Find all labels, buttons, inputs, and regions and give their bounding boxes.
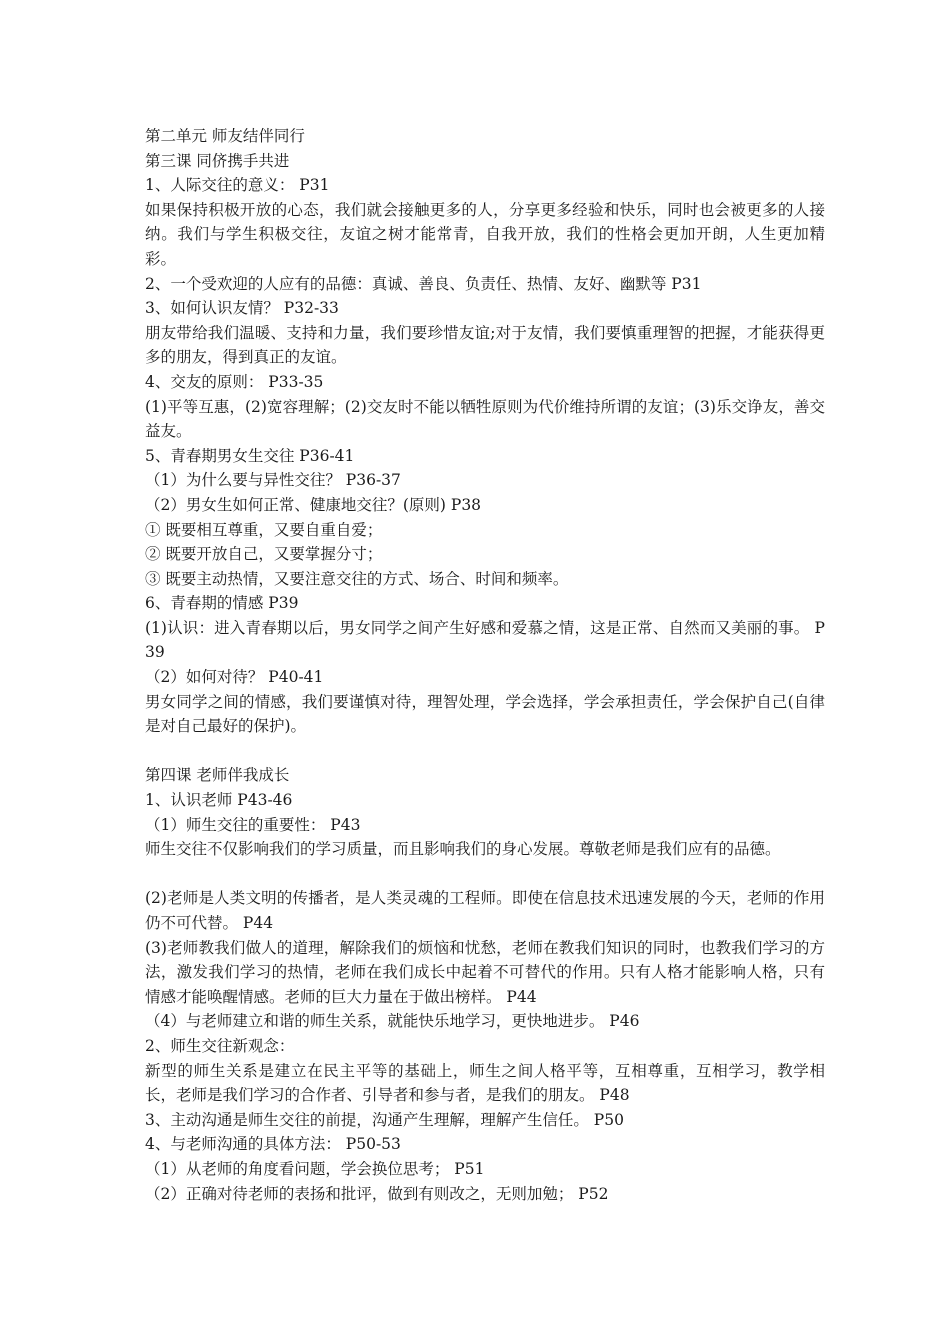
paragraph: 新型的师生关系是建立在民主平等的基础上，师生之间人格平等，互相尊重，互相学习，教学相长，老师是我们学习的合作者、引导者和参与者，是我们的朋友。 P48 <box>145 1061 825 1105</box>
text-line: 第三课 同侪携手共进 <box>145 151 290 170</box>
text-line: （4）与老师建立和谐的师生关系，就能快乐地学习，更快地进步。 P46 <box>145 1012 640 1031</box>
text-line: ② 既要开放自己，又要掌握分寸； <box>145 545 383 564</box>
text-line: （2）如何对待？ P40-41 <box>145 668 324 687</box>
paragraph: (1)认识：进入青春期以后，男女同学之间产生好感和爱慕之情，这是正常、自然而又美丽的事。 P39 <box>145 618 825 662</box>
paragraph: (3)老师教我们做人的道理，解除我们的烦恼和忧愁，老师在教我们知识的同时，也教我们学习的方法，激发我们学习的热情，老师在我们成长中起着不可替代的作用。只有人格才能影响人格，只有情感才能唤醒情感。老师的巨大力量在于做出榜样。 P44 <box>145 938 825 1006</box>
text-line: ① 既要相互尊重，又要自重自爱； <box>145 520 383 539</box>
text-line: 6、青春期的情感 P39 <box>145 594 299 613</box>
text-line: 5、青春期男女生交往 P36-41 <box>145 446 355 465</box>
text-line: 1、人际交往的意义： P31 <box>145 176 330 195</box>
paragraph: (1)平等互惠，(2)宽容理解；(2)交友时不能以牺牲原则为代价维持所谓的友谊；(3)乐交诤友，善交益友。 <box>145 397 825 441</box>
paragraph: (2)老师是人类文明的传播者，是人类灵魂的工程师。即使在信息技术迅速发展的今天，老师的作用仍不可代替。 P44 <box>145 889 825 932</box>
text-line: 1、认识老师 P43-46 <box>145 791 293 810</box>
paragraph: 朋友带给我们温暖、支持和力量，我们要珍惜友谊;对于友情，我们要慎重理智的把握，才能获得更多的朋友，得到真正的友谊。 <box>145 323 825 367</box>
text-line: 3、主动沟通是师生交往的前提，沟通产生理解，理解产生信任。 P50 <box>145 1110 624 1129</box>
text-line: ③ 既要主动热情，又要注意交往的方式、场合、时间和频率。 <box>145 569 569 588</box>
text-line: 第四课 老师伴我成长 <box>145 766 290 785</box>
text-line: （1）师生交往的重要性： P43 <box>145 815 361 834</box>
text-line: 2、一个受欢迎的人应有的品德：真诚、善良、负责任、热情、友好、幽默等 P31 <box>145 274 702 293</box>
blank-line <box>145 739 825 764</box>
text-line: 第二单元 师友结伴同行 <box>145 127 305 145</box>
blank-line <box>145 862 825 887</box>
text-line: （2）正确对待老师的表扬和批评，做到有则改之，无则加勉； P52 <box>145 1184 609 1203</box>
paragraph: 男女同学之间的情感，我们要谨慎对待，理智处理，学会选择，学会承担责任，学会保护自己(自律是对自己最好的保护)。 <box>145 692 825 736</box>
text-line: （1）为什么要与异性交往？ P36-37 <box>145 471 401 490</box>
document-body <box>145 124 825 1206</box>
text-line: 4、交友的原则： P33-35 <box>145 372 324 391</box>
text-line: 师生交往不仅影响我们的学习质量，而且影响我们的身心发展。尊敬老师是我们应有的品德。 <box>145 840 781 859</box>
text-line: （2）男女生如何正常、健康地交往？(原则) P38 <box>145 495 482 514</box>
text-line: 4、与老师沟通的具体方法： P50-53 <box>145 1135 401 1154</box>
text-line: （1）从老师的角度看问题，学会换位思考； P51 <box>145 1159 485 1178</box>
text-line: 2、师生交往新观念： <box>145 1036 295 1055</box>
text-line: 3、如何认识友情？ P32-33 <box>145 299 339 318</box>
paragraph: 如果保持积极开放的心态，我们就会接触更多的人，分享更多经验和快乐，同时也会被更多的人接纳。我们与学生积极交往，友谊之树才能常青，自我开放，我们的性格会更加开朗，人生更加精彩。 <box>145 200 825 268</box>
